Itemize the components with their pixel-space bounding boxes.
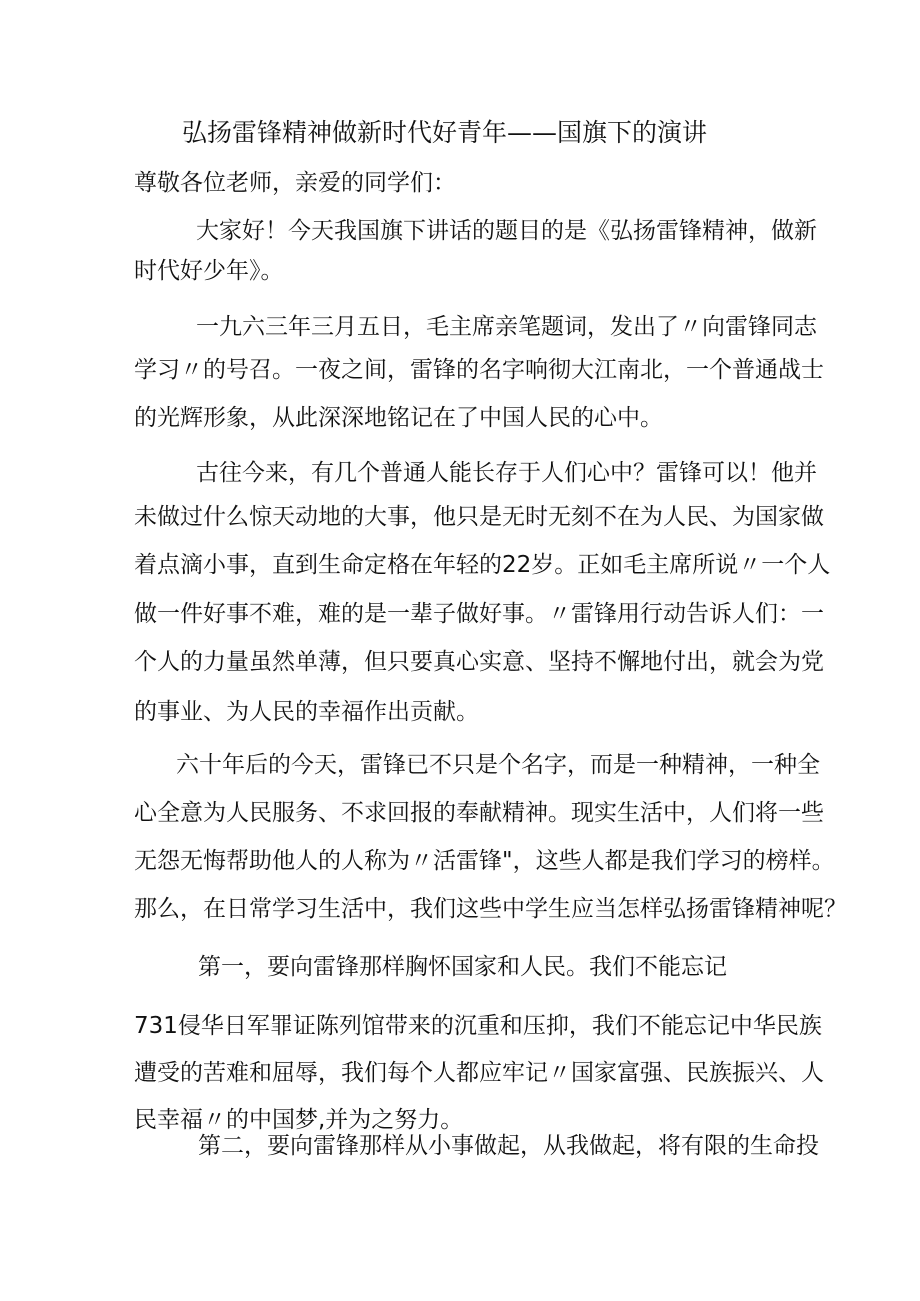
paragraph-line: 遭受的苦难和屈辱，我们每个人都应牢记〃国家富强、民族振兴、人: [134, 1060, 824, 1086]
salutation: 尊敬各位老师，亲爱的同学们：: [134, 170, 456, 196]
paragraph-line: 731侵华日军罪证陈列馆带来的沉重和压抑，我们不能忘记中华民族: [134, 1013, 822, 1039]
paragraph-line: 未做过什么惊天动地的大事，他只是无时无刻不在为人民、为国家做: [134, 504, 824, 530]
paragraph-line: 第二，要向雷锋那样从小事做起，从我做起，将有限的生命投: [198, 1133, 819, 1159]
paragraph-line: 做一件好事不难，难的是一辈子做好事。〃雷锋用行动告诉人们：一: [134, 601, 824, 627]
paragraph-line: 学习〃的号召。一夜之间，雷锋的名字响彻大江南北，一个普通战士: [134, 357, 824, 383]
paragraph-line: 时代好少年》。: [134, 258, 284, 284]
paragraph-line: 的事业、为人民的幸福作出贡献。: [134, 699, 479, 725]
paragraph-line: 民幸福〃的中国梦,并为之努力。: [134, 1107, 464, 1133]
paragraph-line: 心全意为人民服务、不求回报的奉献精神。现实生活中，人们将一些: [134, 800, 824, 826]
document-title: 弘扬雷锋精神做新时代好青年——国旗下的演讲: [182, 118, 708, 147]
paragraph-line: 着点滴小事，直到生命定格在年轻的22岁。正如毛主席所说〃一个人: [134, 552, 831, 578]
paragraph-line: 无怨无悔帮助他人的人称为〃活雷锋"，这些人都是我们学习的榜样。: [134, 848, 835, 874]
paragraph-line: 古往今来，有几个普通人能长存于人们心中？雷锋可以！他并: [196, 460, 817, 486]
paragraph-line: 第一，要向雷锋那样胸怀国家和人民。我们不能忘记: [198, 954, 727, 980]
paragraph-line: 个人的力量虽然单薄，但只要真心实意、坚持不懈地付出，就会为党: [134, 649, 824, 675]
paragraph-line: 的光辉形象，从此深深地铭记在了中国人民的心中。: [134, 405, 663, 431]
paragraph-line: 一九六三年三月五日，毛主席亲笔题词，发出了〃向雷锋同志: [196, 314, 817, 340]
paragraph-line: 那么，在日常学习生活中，我们这些中学生应当怎样弘扬雷锋精神呢？: [134, 896, 847, 922]
paragraph-line: 大家好！今天我国旗下讲话的题目的是《弘扬雷锋精神，做新: [196, 218, 817, 244]
paragraph-line: 六十年后的今天，雷锋已不只是个名字，而是一种精神，一种全: [176, 752, 820, 778]
